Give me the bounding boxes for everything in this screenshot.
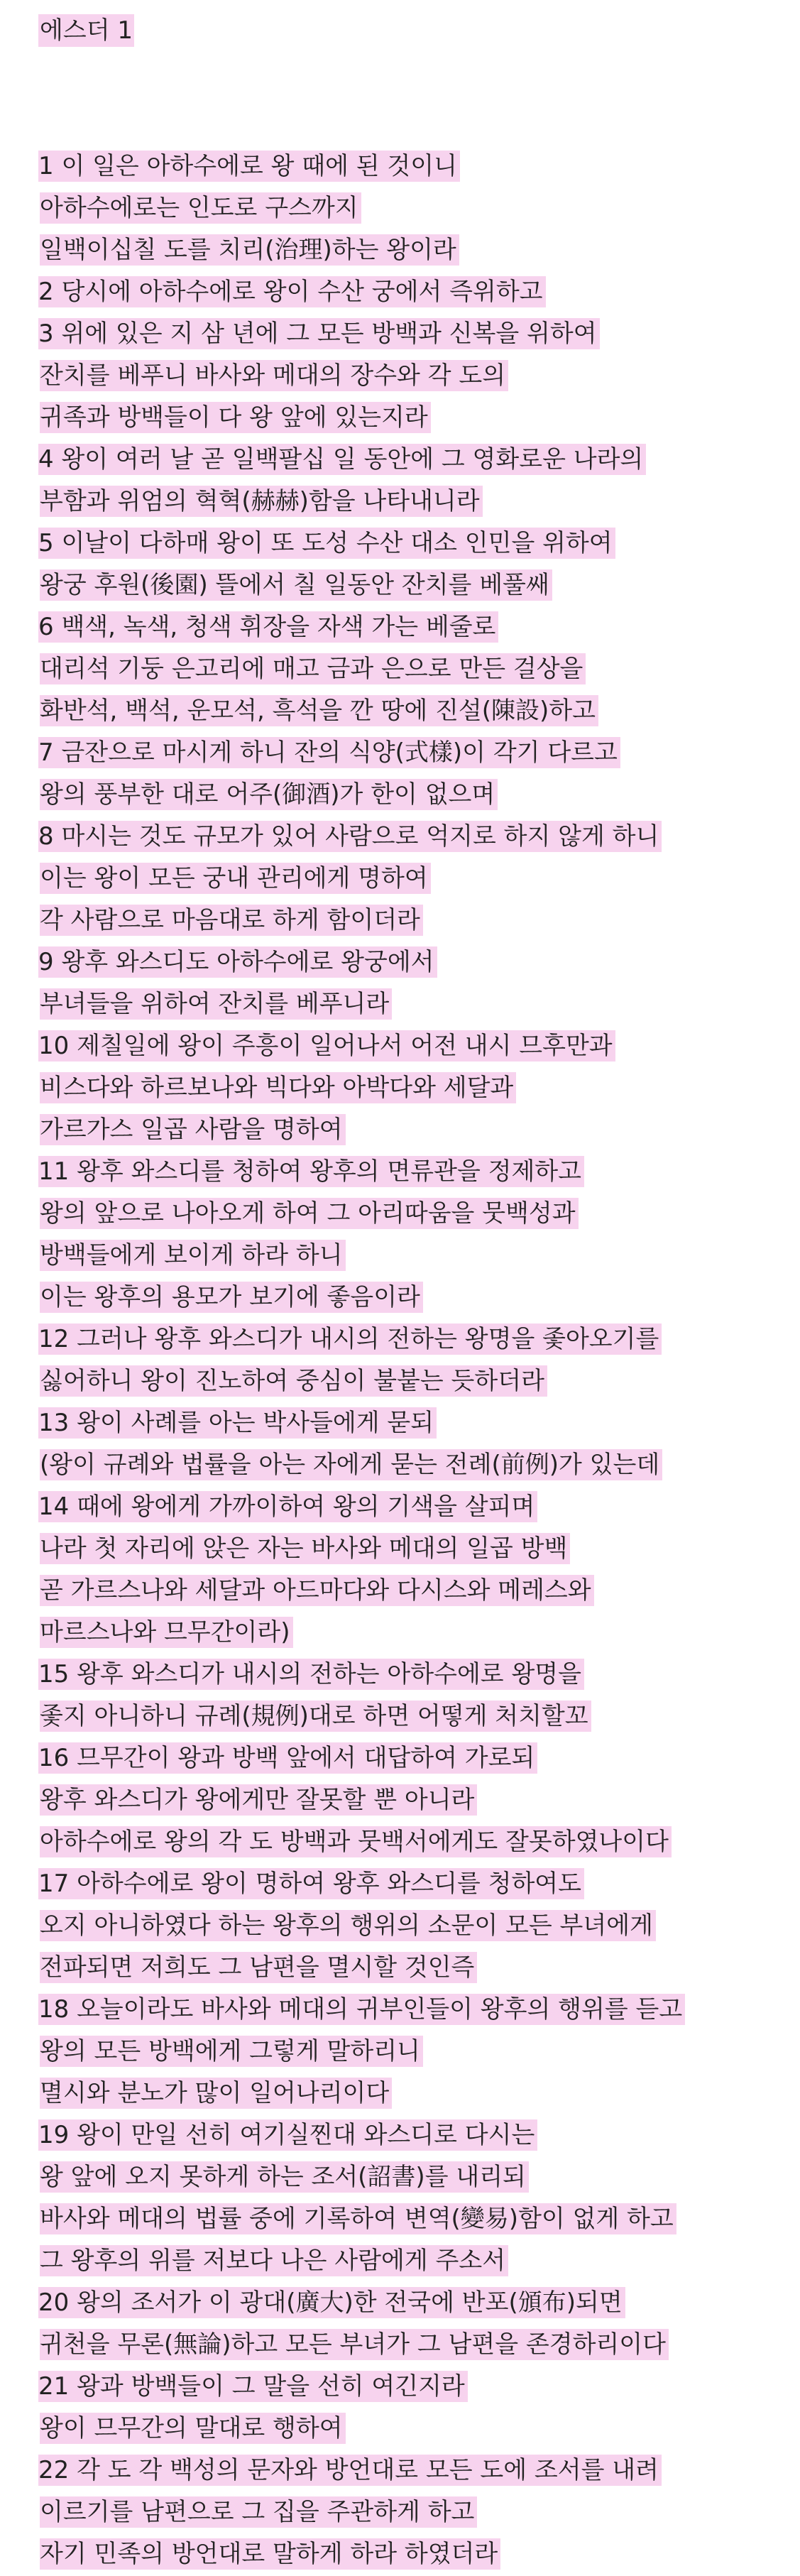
verse-continuation-line [38,1571,800,1612]
verse-continuation-line [38,2157,800,2199]
line-text: 7 금잔으로 마시게 하니 잔의 식양(式樣)이 각기 다르고 [38,737,620,768]
verse-continuation-line [38,1110,800,1152]
line-text: 부함과 위엄의 혁혁(赫赫)함을 나타내니라 [40,486,483,517]
line-text: 바사와 메대의 법률 중에 기록하여 변역(變易)함이 없게 하고 [40,2203,676,2234]
line-text: 잔치를 베푸니 바사와 메대의 장수와 각 도의 [40,360,508,391]
verse-line [38,1738,800,1780]
verse-line [38,1990,800,2031]
line-text: 아하수에로 왕의 각 도 방백과 뭇백서에게도 잘못하였나이다 [40,1826,672,1857]
line-text: 왕의 모든 방백에게 그렇게 말하리니 [40,2036,423,2067]
verse-continuation-line [38,775,800,817]
line-text: 귀족과 방백들이 다 왕 앞에 있는지라 [40,402,431,433]
verse-line [38,440,800,481]
verse-continuation-line [38,565,800,607]
verse-continuation-line [38,230,800,272]
verse-line [38,817,800,858]
line-text: 왕후 와스디가 왕에게만 잘못할 뿐 아니라 [40,1784,477,1816]
line-text: 19 왕이 만일 선히 여기실찐대 와스디로 다시는 [38,2119,537,2151]
document-title: 에스더 1 [38,14,134,47]
verse-continuation-line [38,1822,800,1864]
line-text: 나라 첫 자리에 앉은 자는 바사와 메대의 일곱 방백 [40,1533,570,1564]
line-text: (왕이 규례와 법률을 아는 자에게 묻는 전례(前例)가 있는데 [40,1449,662,1480]
line-text: 3 위에 있은 지 삼 년에 그 모든 방백과 신복을 위하여 [38,318,600,349]
verse-continuation-line [38,1696,800,1738]
verse-line [38,272,800,314]
verse-line [38,1487,800,1529]
line-text: 1 이 일은 아하수에로 왕 때에 된 것이니 [38,151,460,182]
line-text: 귀천을 무론(無論)하고 모든 부녀가 그 남편을 존경하리이다 [40,2329,669,2360]
line-text: 이는 왕이 모든 궁내 관리에게 명하여 [40,863,431,894]
line-text: 5 이날이 다하매 왕이 또 도성 수산 대소 인민을 위하여 [38,528,615,559]
verse-continuation-line [38,1612,800,1654]
line-text: 마르스나와 므무간이라) [40,1617,293,1648]
line-text: 11 왕후 와스디를 청하여 왕후의 면류관을 정제하고 [38,1156,584,1187]
line-text: 8 마시는 것도 규모가 있어 사람으로 억지로 하지 않게 하니 [38,821,662,852]
verse-continuation-line [38,649,800,691]
verse-line [38,1403,800,1445]
line-text: 17 아하수에로 왕이 명하여 왕후 와스디를 청하여도 [38,1868,584,1899]
verse-continuation-line [38,398,800,440]
verse-line [38,1864,800,1906]
verse-continuation-line [38,2031,800,2073]
line-text: 왕의 풍부한 대로 어주(御酒)가 한이 없으며 [40,779,498,810]
verse-continuation-line [38,858,800,900]
verse-line [38,733,800,775]
verse-line [38,2450,800,2492]
verse-line [38,2367,800,2408]
line-text: 16 므무간이 왕과 방백 앞에서 대답하여 가로되 [38,1742,537,1774]
line-text: 화반석, 백석, 운모석, 흑석을 깐 땅에 진설(陳設)하고 [40,695,598,726]
line-text: 부녀들을 위하여 잔치를 베푸니라 [40,988,392,1020]
line-text: 가르가스 일곱 사람을 명하여 [40,1114,346,1145]
line-text: 싫어하니 왕이 진노하여 중심이 불붙는 듯하더라 [40,1365,547,1397]
verse-continuation-line [38,984,800,1026]
line-text: 12 그러나 왕후 와스디가 내시의 전하는 왕명을 좇아오기를 [38,1324,662,1355]
verse-continuation-line [38,2073,800,2115]
verse-continuation-line [38,1948,800,1990]
verse-continuation-line [38,2492,800,2534]
verse-continuation-line [38,356,800,398]
line-text: 18 오늘이라도 바사와 메대의 귀부인들이 왕후의 행위를 듣고 [38,1994,685,2025]
line-text: 자기 민족의 방언대로 말하게 하라 하였더라 [40,2538,500,2570]
line-text: 전파되면 저희도 그 남편을 멸시할 것인즉 [40,1952,477,1983]
verse-continuation-line [38,188,800,230]
line-text: 방백들에게 보이게 하라 하니 [40,1240,346,1271]
line-text: 곧 가르스나와 세달과 아드마다와 다시스와 메레스와 [40,1575,594,1606]
verse-continuation-line [38,2325,800,2367]
verse-continuation-line [38,2534,800,2576]
line-text: 이르기를 남편으로 그 집을 주관하게 하고 [40,2496,477,2528]
verse-continuation-line [38,1361,800,1403]
line-text: 20 왕의 조서가 이 광대(廣大)한 전국에 반포(頒布)되면 [38,2287,625,2318]
line-text: 14 때에 왕에게 가까이하여 왕의 기색을 살피며 [38,1491,537,1522]
verse-continuation-line [38,1194,800,1235]
verse-line [38,1319,800,1361]
line-text: 좇지 아니하니 규례(規例)대로 하면 어떻게 처치할꼬 [40,1701,591,1732]
verse-line [38,1026,800,1068]
verse-continuation-line [38,1529,800,1571]
line-text: 6 백색, 녹색, 청색 휘장을 자색 가는 베줄로 [38,611,498,643]
line-text: 왕 앞에 오지 못하게 하는 조서(詔書)를 내리되 [40,2161,529,2193]
line-text: 일백이십칠 도를 치리(治理)하는 왕이라 [40,234,459,266]
line-text: 왕궁 후원(後園) 뜰에서 칠 일동안 잔치를 베풀쌔 [40,569,552,601]
verse-line [38,314,800,356]
line-text: 이는 왕후의 용모가 보기에 좋음이라 [40,1282,423,1313]
line-text: 그 왕후의 위를 저보다 나은 사람에게 주소서 [40,2245,508,2276]
verse-continuation-line [38,691,800,733]
verse-continuation-line [38,1235,800,1277]
verse-continuation-line [38,2408,800,2450]
verse-continuation-line [38,1445,800,1487]
line-text: 13 왕이 사례를 아는 박사들에게 묻되 [38,1407,437,1439]
line-text: 왕이 므무간의 말대로 행하여 [40,2413,346,2444]
verse-continuation-line [38,900,800,942]
verse-continuation-line [38,1277,800,1319]
verse-continuation-line [38,2241,800,2283]
verse-line [38,942,800,984]
line-text: 멸시와 분노가 많이 일어나리이다 [40,2078,392,2109]
verse-list [38,146,800,2576]
line-text: 22 각 도 각 백성의 문자와 방언대로 모든 도에 조서를 내려 [38,2455,662,2486]
line-text: 21 왕과 방백들이 그 말을 선히 여긴지라 [38,2371,468,2402]
line-text: 9 왕후 와스디도 아하수에로 왕궁에서 [38,946,437,978]
verse-line [38,523,800,565]
verse-line [38,607,800,649]
line-text: 오지 아니하였다 하는 왕후의 행위의 소문이 모든 부녀에게 [40,1910,656,1941]
line-text: 왕의 앞으로 나아오게 하여 그 아리따움을 뭇백성과 [40,1198,579,1229]
line-text: 각 사람으로 마음대로 하게 함이더라 [40,905,423,936]
verse-continuation-line [38,1068,800,1110]
verse-line [38,1654,800,1696]
line-text: 15 왕후 와스디가 내시의 전하는 아하수에로 왕명을 [38,1659,584,1690]
verse-continuation-line [38,2199,800,2241]
line-text: 4 왕이 여러 날 곧 일백팔십 일 동안에 그 영화로운 나라의 [38,444,646,475]
verse-continuation-line [38,481,800,523]
verse-continuation-line [38,1780,800,1822]
verse-line [38,2283,800,2325]
line-text: 아하수에로는 인도로 구스까지 [40,192,361,224]
line-text: 대리석 기둥 은고리에 매고 금과 은으로 만든 걸상을 [40,653,586,684]
line-text: 10 제칠일에 왕이 주흥이 일어나서 어전 내시 므후만과 [38,1030,615,1061]
line-text: 2 당시에 아하수에로 왕이 수산 궁에서 즉위하고 [38,276,546,307]
verse-line [38,2115,800,2157]
verse-line [38,146,800,188]
line-text: 비스다와 하르보나와 빅다와 아박다와 세달과 [40,1072,516,1103]
verse-continuation-line [38,1906,800,1948]
verse-line [38,1152,800,1194]
